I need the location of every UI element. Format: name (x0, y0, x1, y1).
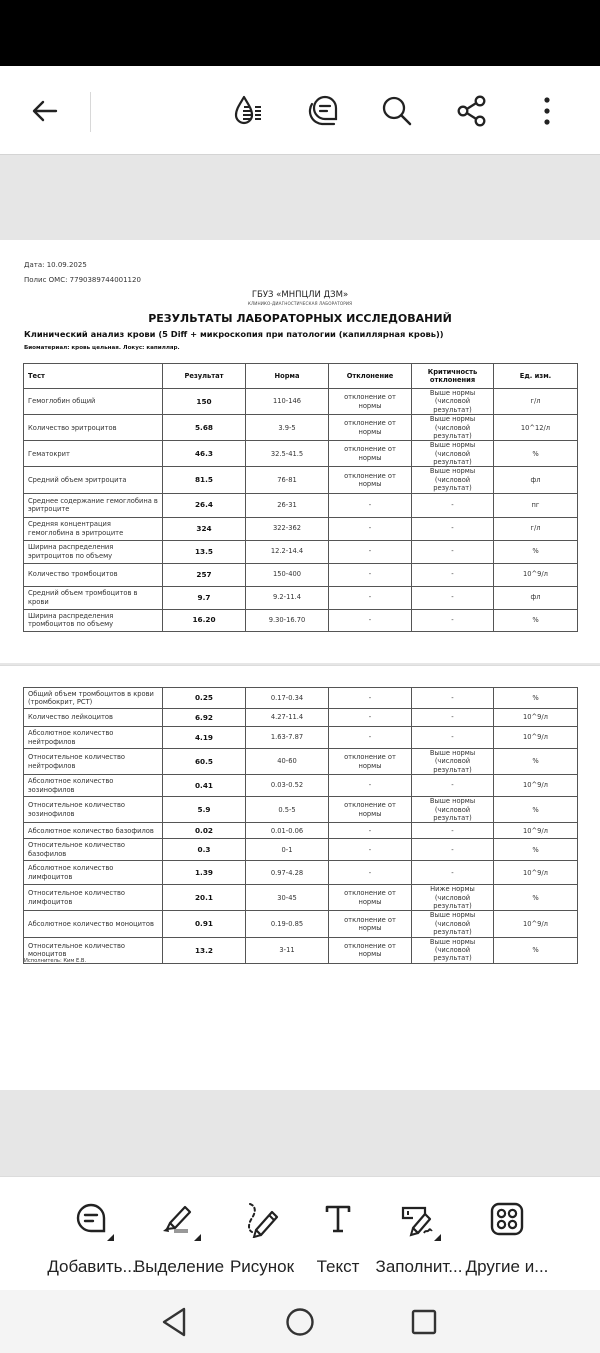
report-date: Дата: 10.09.2025 (24, 261, 87, 269)
cell-unit: г/л (494, 389, 578, 415)
nav-home-icon (285, 1307, 315, 1337)
cell-criticality: Выше нормы (числовой результат) (412, 911, 494, 937)
back-button[interactable] (24, 90, 66, 132)
cell-result: 6.92 (163, 709, 246, 727)
table-row (24, 441, 578, 467)
executor-name: Исполнитель: Ким Е.В. (24, 958, 87, 964)
header-test: Тест (24, 364, 163, 389)
cell-unit: % (494, 540, 578, 563)
comments-list-icon (303, 91, 343, 131)
cell-criticality: - (412, 709, 494, 727)
cell-unit: % (494, 609, 578, 631)
back-arrow-icon (29, 95, 61, 127)
tool-label: Рисунок (229, 1257, 295, 1276)
cell-criticality: - (412, 688, 494, 709)
cell-result: 257 (163, 563, 246, 586)
cell-unit: 10^9/л (494, 775, 578, 797)
cell-test: Среднее содержание гемоглобина в эритроците (24, 493, 163, 517)
cell-deviation: - (329, 727, 412, 749)
cell-test: Абсолютное количество базофилов (24, 823, 163, 839)
cell-norm: 0-1 (246, 839, 329, 861)
cell-test: Общий объем тромбоцитов в крови (тромбокрит, PCT) (24, 688, 163, 709)
table-row (24, 688, 578, 709)
nav-back-icon (160, 1306, 188, 1338)
table-row (24, 493, 578, 517)
cell-criticality: - (412, 609, 494, 631)
cell-test: Относительное количество лимфоцитов (24, 885, 163, 911)
header-norm: Норма (246, 364, 329, 389)
more-vertical-icon (541, 95, 553, 127)
table-row (24, 823, 578, 839)
highlighter-icon (159, 1201, 199, 1237)
cell-norm: 0.19-0.85 (246, 911, 329, 937)
cell-norm: 9.2-11.4 (246, 586, 329, 609)
table-row (24, 415, 578, 441)
table-row (24, 797, 578, 823)
cell-norm: 150-400 (246, 563, 329, 586)
header-result: Результат (163, 364, 246, 389)
draw-pencil-icon (242, 1200, 282, 1238)
results-table-page-1 (23, 363, 578, 632)
cell-norm: 26-31 (246, 493, 329, 517)
cell-deviation: - (329, 775, 412, 797)
search-icon (379, 93, 415, 129)
cell-deviation: отклонение от нормы (329, 415, 412, 441)
tool-fill-sign[interactable] (374, 1197, 464, 1277)
cell-norm: 32.5-41.5 (246, 441, 329, 467)
cell-unit: фл (494, 467, 578, 493)
results-table-page-2 (23, 687, 578, 964)
cell-criticality: Ниже нормы (числовой результат) (412, 885, 494, 911)
header-criticality: Критичность отклонения (412, 364, 494, 389)
cell-result: 60.5 (163, 749, 246, 775)
cell-result: 46.3 (163, 441, 246, 467)
cell-criticality: - (412, 586, 494, 609)
cell-unit: 10^9/л (494, 709, 578, 727)
table-row (24, 467, 578, 493)
cell-test: Ширина распределения эритроцитов по объему (24, 540, 163, 563)
cell-norm: 0.03-0.52 (246, 775, 329, 797)
cell-test: Абсолютное количество эозинофилов (24, 775, 163, 797)
table-row (24, 775, 578, 797)
cell-criticality: Выше нормы (числовой результат) (412, 797, 494, 823)
nav-back-button[interactable] (156, 1304, 192, 1340)
cell-deviation: - (329, 823, 412, 839)
reading-mode-icon (229, 91, 269, 131)
nav-recents-button[interactable] (406, 1304, 442, 1340)
table-row (24, 540, 578, 563)
table-row (24, 709, 578, 727)
cell-result: 0.41 (163, 775, 246, 797)
document-page-2 (0, 665, 600, 1090)
cell-result: 0.3 (163, 839, 246, 861)
cell-deviation: - (329, 563, 412, 586)
cell-deviation: отклонение от нормы (329, 749, 412, 775)
cell-norm: 110-146 (246, 389, 329, 415)
cell-test: Средняя концентрация гемоглобина в эритроците (24, 517, 163, 540)
cell-unit: % (494, 885, 578, 911)
policy-number: Полис ОМС: 7790389744001120 (24, 276, 141, 284)
header-deviation: Отклонение (329, 364, 412, 389)
table-header-row (24, 364, 578, 389)
table-row (24, 727, 578, 749)
organization-subtitle: КЛИНИКО-ДИАГНОСТИЧЕСКАЯ ЛАБОРАТОРИЯ (247, 301, 353, 306)
cell-result: 324 (163, 517, 246, 540)
cell-deviation: - (329, 493, 412, 517)
tool-label: Заполнит... (375, 1257, 463, 1276)
cell-unit: 10^9/л (494, 563, 578, 586)
cell-unit: % (494, 441, 578, 467)
cell-result: 13.2 (163, 937, 246, 963)
cell-result: 0.02 (163, 823, 246, 839)
cell-result: 5.68 (163, 415, 246, 441)
system-navigation-bar (0, 1290, 600, 1353)
tool-draw[interactable] (218, 1197, 306, 1277)
cell-result: 81.5 (163, 467, 246, 493)
table-row (24, 563, 578, 586)
cell-deviation: - (329, 609, 412, 631)
tool-more[interactable] (462, 1197, 552, 1277)
table-row (24, 861, 578, 885)
header-unit: Ед. изм. (494, 364, 578, 389)
cell-criticality: - (412, 540, 494, 563)
table-row (24, 937, 578, 963)
cell-criticality: Выше нормы (числовой результат) (412, 389, 494, 415)
cell-test: Относительное количество нейтрофилов (24, 749, 163, 775)
table-row (24, 586, 578, 609)
cell-unit: % (494, 749, 578, 775)
cell-result: 5.9 (163, 797, 246, 823)
cell-test: Средний объем эритроцита (24, 467, 163, 493)
analysis-title: Клинический анализ крови (5 Diff + микроскопия при патологии (капиллярная кровь)) (24, 329, 444, 339)
cell-unit: 10^9/л (494, 911, 578, 937)
table-row (24, 839, 578, 861)
dropdown-corner-icon (194, 1234, 201, 1241)
cell-test: Относительное количество базофилов (24, 839, 163, 861)
cell-deviation: отклонение от нормы (329, 389, 412, 415)
cell-unit: 10^9/л (494, 727, 578, 749)
dropdown-corner-icon (434, 1234, 441, 1241)
add-comment-icon (74, 1201, 110, 1237)
text-icon (323, 1203, 353, 1235)
cell-deviation: отклонение от нормы (329, 937, 412, 963)
cell-norm: 0.01-0.06 (246, 823, 329, 839)
cell-norm: 12.2-14.4 (246, 540, 329, 563)
cell-test: Гемоглобин общий (24, 389, 163, 415)
cell-test: Ширина распределения тромбоцитов по объему (24, 609, 163, 631)
bottom-annotation-toolbar (0, 1176, 600, 1290)
fill-sign-icon (399, 1200, 439, 1238)
cell-criticality: - (412, 563, 494, 586)
share-icon (454, 93, 490, 129)
table-row (24, 911, 578, 937)
cell-norm: 0.5-5 (246, 797, 329, 823)
cell-deviation: - (329, 586, 412, 609)
cell-deviation: - (329, 540, 412, 563)
cell-norm: 0.17-0.34 (246, 688, 329, 709)
cell-norm: 1.63-7.87 (246, 727, 329, 749)
document-page-1 (0, 240, 600, 663)
cell-deviation: отклонение от нормы (329, 797, 412, 823)
cell-test: Абсолютное количество моноцитов (24, 911, 163, 937)
cell-unit: 10^9/л (494, 861, 578, 885)
tool-label: Текст (316, 1257, 360, 1276)
cell-criticality: - (412, 493, 494, 517)
tool-label: Добавить... (47, 1257, 137, 1276)
cell-deviation: отклонение от нормы (329, 467, 412, 493)
cell-test: Гематокрит (24, 441, 163, 467)
reading-mode-button[interactable] (228, 90, 270, 132)
document-viewer[interactable] (0, 156, 600, 1176)
cell-norm: 76-81 (246, 467, 329, 493)
cell-deviation: - (329, 688, 412, 709)
cell-norm: 9.30-16.70 (246, 609, 329, 631)
share-button[interactable] (451, 90, 493, 132)
tool-text[interactable] (298, 1197, 378, 1277)
cell-norm: 0.97-4.28 (246, 861, 329, 885)
cell-test: Количество эритроцитов (24, 415, 163, 441)
cell-test: Относительное количество моноцитов (24, 937, 163, 963)
cell-deviation: - (329, 709, 412, 727)
cell-criticality: Выше нормы (числовой результат) (412, 467, 494, 493)
cell-result: 1.39 (163, 861, 246, 885)
cell-criticality: - (412, 775, 494, 797)
cell-unit: г/л (494, 517, 578, 540)
cell-test: Абсолютное количество нейтрофилов (24, 727, 163, 749)
biomaterial-info: Биоматериал: кровь цельная. Локус: капилляр. (24, 345, 180, 351)
toolbar-divider (90, 92, 91, 132)
cell-result: 16.20 (163, 609, 246, 631)
organization-name: ГБУЗ «МНПЦЛИ ДЗМ» (251, 290, 349, 300)
dropdown-corner-icon (107, 1234, 114, 1241)
nav-recents-icon (410, 1308, 438, 1336)
cell-result: 13.5 (163, 540, 246, 563)
cell-norm: 3-11 (246, 937, 329, 963)
comments-list-button[interactable] (302, 90, 344, 132)
cell-criticality: - (412, 861, 494, 885)
top-toolbar (0, 66, 600, 155)
cell-unit: % (494, 688, 578, 709)
cell-result: 0.91 (163, 911, 246, 937)
cell-unit: % (494, 937, 578, 963)
search-button[interactable] (376, 90, 418, 132)
cell-test: Средний объем тромбоцитов в крови (24, 586, 163, 609)
cell-unit: % (494, 839, 578, 861)
tool-label: Выделение (133, 1257, 225, 1276)
tool-highlight[interactable] (134, 1197, 224, 1277)
cell-test: Абсолютное количество лимфоцитов (24, 861, 163, 885)
more-tools-grid-icon (489, 1201, 525, 1237)
cell-unit: % (494, 797, 578, 823)
cell-result: 9.7 (163, 586, 246, 609)
table-row (24, 609, 578, 631)
more-options-button[interactable] (526, 90, 568, 132)
cell-unit: пг (494, 493, 578, 517)
cell-criticality: - (412, 823, 494, 839)
cell-deviation: отклонение от нормы (329, 911, 412, 937)
cell-deviation: - (329, 839, 412, 861)
cell-result: 0.25 (163, 688, 246, 709)
cell-criticality: - (412, 727, 494, 749)
cell-unit: 10^9/л (494, 823, 578, 839)
cell-criticality: - (412, 839, 494, 861)
cell-norm: 3.9-5 (246, 415, 329, 441)
cell-deviation: отклонение от нормы (329, 885, 412, 911)
table-row (24, 749, 578, 775)
table-row (24, 389, 578, 415)
cell-test: Количество тромбоцитов (24, 563, 163, 586)
cell-test: Количество лейкоцитов (24, 709, 163, 727)
cell-criticality: Выше нормы (числовой результат) (412, 415, 494, 441)
cell-norm: 30-45 (246, 885, 329, 911)
table-row (24, 517, 578, 540)
document-title: РЕЗУЛЬТАТЫ ЛАБОРАТОРНЫХ ИССЛЕДОВАНИЙ (148, 312, 452, 325)
cell-test: Относительное количество эозинофилов (24, 797, 163, 823)
cell-unit: фл (494, 586, 578, 609)
cell-deviation: - (329, 517, 412, 540)
cell-criticality: - (412, 517, 494, 540)
cell-deviation: отклонение от нормы (329, 441, 412, 467)
table-row (24, 885, 578, 911)
nav-home-button[interactable] (282, 1304, 318, 1340)
cell-criticality: Выше нормы (числовой результат) (412, 937, 494, 963)
status-bar (0, 0, 600, 66)
tool-add-comment[interactable] (47, 1197, 137, 1277)
cell-unit: 10^12/л (494, 415, 578, 441)
cell-result: 26.4 (163, 493, 246, 517)
cell-deviation: - (329, 861, 412, 885)
cell-norm: 322-362 (246, 517, 329, 540)
cell-result: 20.1 (163, 885, 246, 911)
cell-criticality: Выше нормы (числовой результат) (412, 441, 494, 467)
cell-result: 4.19 (163, 727, 246, 749)
tool-label: Другие и... (465, 1257, 549, 1276)
cell-result: 150 (163, 389, 246, 415)
cell-norm: 40-60 (246, 749, 329, 775)
cell-criticality: Выше нормы (числовой результат) (412, 749, 494, 775)
cell-norm: 4.27-11.4 (246, 709, 329, 727)
